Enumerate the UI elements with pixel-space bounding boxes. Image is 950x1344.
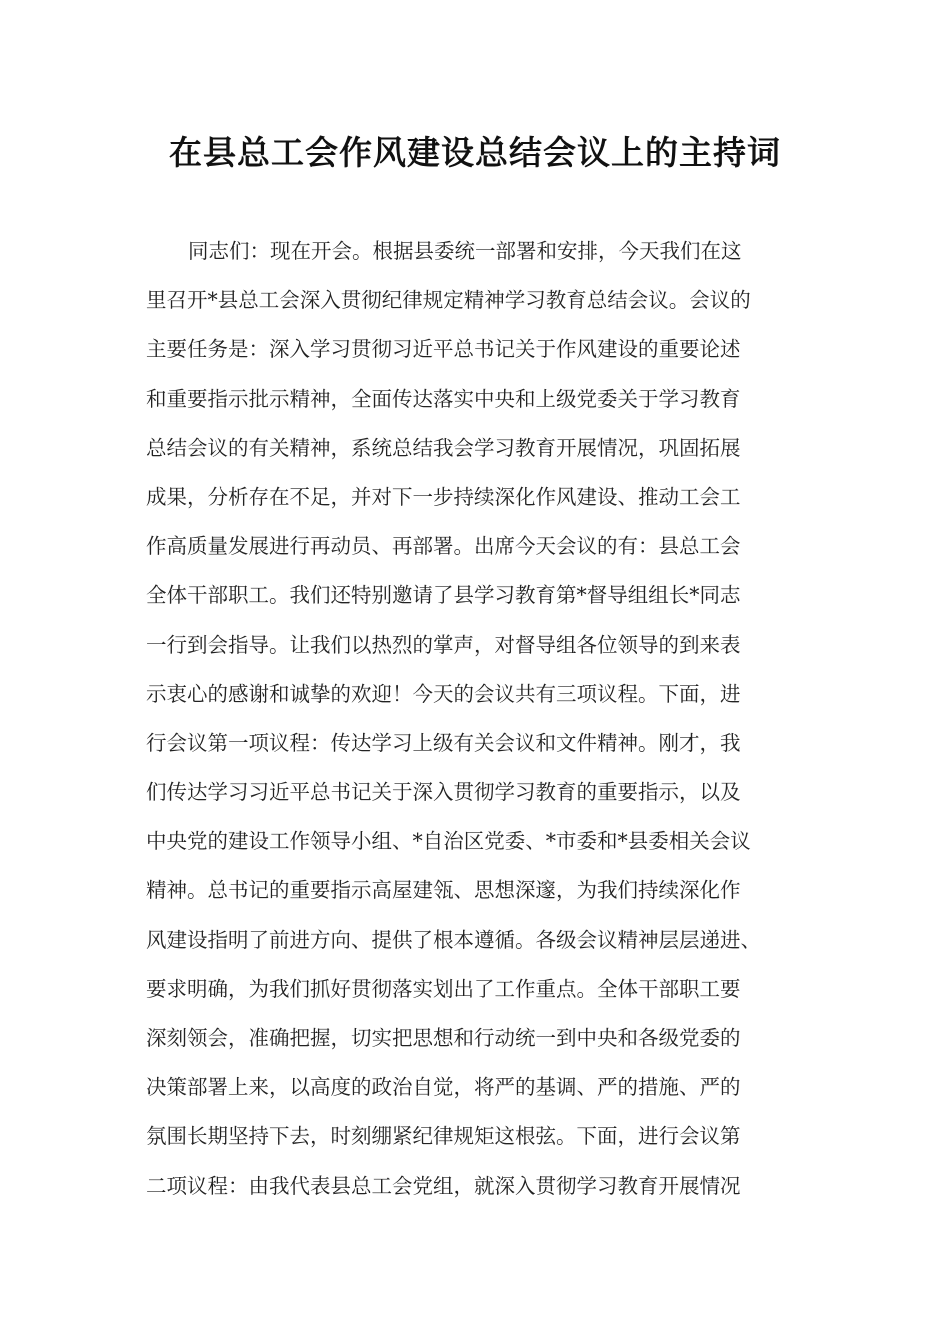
body-line: 成果，分析存在不足，并对下一步持续深化作风建设、推动工会工: [146, 484, 741, 509]
document-title: 在县总工会作风建设总结会议上的主持词: [169, 133, 781, 172]
body-line: 一行到会指导。让我们以热烈的掌声，对督导组各位领导的到来表: [146, 632, 741, 657]
body-line: 决策部署上来，以高度的政治自觉，将严的基调、严的措施、严的: [146, 1075, 741, 1100]
body-line: 和重要指示批示精神，全面传达落实中央和上级党委关于学习教育: [146, 386, 741, 411]
body-line: 示衷心的感谢和诚挚的欢迎！今天的会议共有三项议程。下面，进: [146, 681, 741, 706]
body-line: 全体干部职工。我们还特别邀请了县学习教育第*督导组组长*同志: [146, 583, 741, 608]
body-line: 二项议程：由我代表县总工会党组，就深入贯彻学习教育开展情况: [146, 1173, 741, 1198]
document-body: [146, 227, 811, 1211]
body-line: 们传达学习习近平总书记关于深入贯彻学习教育的重要指示，以及: [146, 780, 741, 805]
body-line: 同志们：现在开会。根据县委统一部署和安排，今天我们在这: [188, 239, 742, 263]
body-line: 主要任务是：深入学习贯彻习近平总书记关于作风建设的重要论述: [146, 337, 741, 362]
body-line: 作高质量发展进行再动员、再部署。出席今天会议的有：县总工会: [146, 534, 741, 559]
body-line: 里召开*县总工会深入贯彻纪律规定精神学习教育总结会议。会议的: [146, 288, 751, 313]
body-line: 行会议第一项议程：传达学习上级有关会议和文件精神。刚才，我: [146, 730, 741, 755]
body-line: 总结会议的有关精神，系统总结我会学习教育开展情况，巩固拓展: [146, 435, 741, 460]
body-line: 深刻领会，准确把握，切实把思想和行动统一到中央和各级党委的: [146, 1026, 741, 1050]
body-line: 要求明确，为我们抓好贯彻落实划出了工作重点。全体干部职工要: [146, 976, 741, 1001]
body-line: 中央党的建设工作领导小组、*自治区党委、*市委和*县委相关会议: [146, 829, 751, 854]
body-line: 氛围长期坚持下去，时刻绷紧纪律规矩这根弦。下面，进行会议第: [146, 1124, 741, 1149]
body-line: 风建设指明了前进方向、提供了根本遵循。各级会议精神层层递进、: [146, 927, 761, 952]
body-line: 精神。总书记的重要指示高屋建瓴、思想深邃，为我们持续深化作: [146, 878, 741, 903]
